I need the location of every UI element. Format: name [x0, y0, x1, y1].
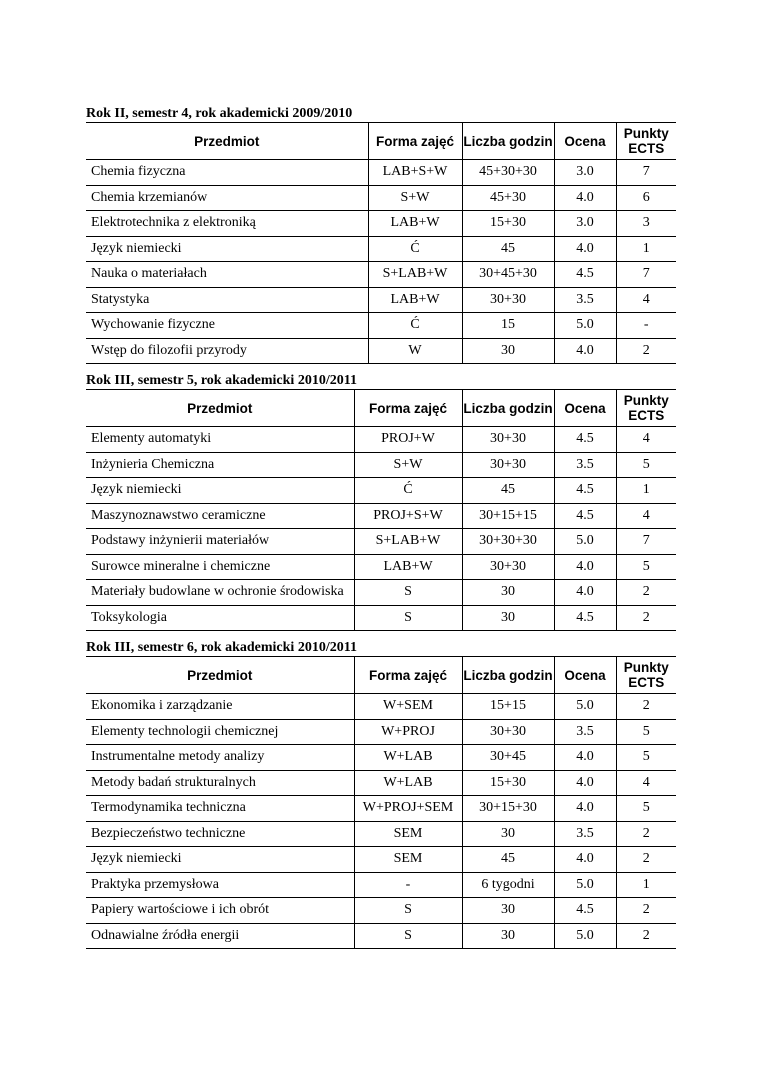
- cell-grade: 3.5: [554, 287, 616, 313]
- cell-hours: 15+30: [462, 211, 554, 237]
- cell-subject: Ekonomika i zarządzanie: [86, 694, 354, 720]
- cell-grade: 3.5: [554, 719, 616, 745]
- table-row: [86, 605, 676, 631]
- header-row: [86, 657, 676, 694]
- cell-ects: 5: [616, 554, 676, 580]
- table-row: [86, 796, 676, 822]
- grades-table: [86, 122, 676, 364]
- cell-grade: 4.0: [554, 847, 616, 873]
- cell-ects: 2: [616, 923, 676, 949]
- cell-form: S+W: [368, 185, 462, 211]
- table-row: [86, 770, 676, 796]
- cell-ects: 5: [616, 719, 676, 745]
- cell-hours: 45+30: [462, 185, 554, 211]
- cell-hours: 30: [462, 605, 554, 631]
- cell-hours: 45+30+30: [462, 160, 554, 186]
- cell-hours: 15+15: [462, 694, 554, 720]
- cell-grade: 3.5: [554, 821, 616, 847]
- cell-ects: 1: [616, 236, 676, 262]
- semester-6-section: [86, 640, 676, 949]
- table-row: [86, 160, 676, 186]
- cell-grade: 5.0: [554, 872, 616, 898]
- cell-hours: 45: [462, 847, 554, 873]
- col-header-grade: Ocena: [554, 390, 616, 427]
- cell-grade: 3.0: [554, 211, 616, 237]
- cell-grade: 4.0: [554, 554, 616, 580]
- cell-hours: 30+45: [462, 745, 554, 771]
- col-header-hours: Liczba godzin: [462, 390, 554, 427]
- cell-hours: 6 tygodni: [462, 872, 554, 898]
- cell-form: LAB+S+W: [368, 160, 462, 186]
- cell-grade: 5.0: [554, 529, 616, 555]
- cell-subject: Termodynamika techniczna: [86, 796, 354, 822]
- cell-grade: 5.0: [554, 313, 616, 339]
- cell-subject: Statystyka: [86, 287, 368, 313]
- cell-form: S+W: [354, 452, 462, 478]
- cell-form: SEM: [354, 821, 462, 847]
- cell-subject: Papiery wartościowe i ich obrót: [86, 898, 354, 924]
- cell-subject: Elementy technologii chemicznej: [86, 719, 354, 745]
- cell-form: S+LAB+W: [368, 262, 462, 288]
- cell-form: S+LAB+W: [354, 529, 462, 555]
- cell-subject: Wstęp do filozofii przyrody: [86, 338, 368, 364]
- cell-hours: 30: [462, 338, 554, 364]
- cell-ects: 3: [616, 211, 676, 237]
- cell-form: SEM: [354, 847, 462, 873]
- cell-subject: Język niemiecki: [86, 478, 354, 504]
- cell-subject: Metody badań strukturalnych: [86, 770, 354, 796]
- cell-ects: 4: [616, 427, 676, 453]
- cell-subject: Elektrotechnika z elektroniką: [86, 211, 368, 237]
- col-header-hours: Liczba godzin: [462, 657, 554, 694]
- cell-ects: 7: [616, 160, 676, 186]
- col-header-form: Forma zajęć: [368, 123, 462, 160]
- table-row: [86, 262, 676, 288]
- table-row: [86, 719, 676, 745]
- header-row: [86, 390, 676, 427]
- cell-grade: 4.0: [554, 796, 616, 822]
- header-row: [86, 123, 676, 160]
- cell-hours: 30+30: [462, 427, 554, 453]
- cell-form: LAB+W: [368, 211, 462, 237]
- cell-grade: 4.5: [554, 605, 616, 631]
- cell-ects: 4: [616, 770, 676, 796]
- table-row: [86, 338, 676, 364]
- cell-ects: 1: [616, 478, 676, 504]
- grades-table: [86, 656, 676, 949]
- cell-form: W+LAB: [354, 745, 462, 771]
- table-row: [86, 554, 676, 580]
- cell-ects: 2: [616, 605, 676, 631]
- cell-ects: 2: [616, 898, 676, 924]
- col-header-subject: Przedmiot: [86, 123, 368, 160]
- cell-form: W+SEM: [354, 694, 462, 720]
- cell-form: S: [354, 923, 462, 949]
- cell-subject: Chemia krzemianów: [86, 185, 368, 211]
- cell-form: LAB+W: [368, 287, 462, 313]
- cell-hours: 30+30+30: [462, 529, 554, 555]
- cell-ects: 5: [616, 452, 676, 478]
- col-header-subject: Przedmiot: [86, 657, 354, 694]
- cell-hours: 30+30: [462, 554, 554, 580]
- table-row: [86, 427, 676, 453]
- cell-ects: 7: [616, 529, 676, 555]
- cell-subject: Elementy automatyki: [86, 427, 354, 453]
- cell-subject: Praktyka przemysłowa: [86, 872, 354, 898]
- semester-4-section: [86, 106, 676, 364]
- cell-hours: 30: [462, 580, 554, 606]
- cell-grade: 4.0: [554, 236, 616, 262]
- cell-subject: Chemia fizyczna: [86, 160, 368, 186]
- cell-form: LAB+W: [354, 554, 462, 580]
- cell-ects: 2: [616, 580, 676, 606]
- cell-ects: 4: [616, 503, 676, 529]
- cell-hours: 45: [462, 236, 554, 262]
- table-row: [86, 236, 676, 262]
- section-title: Rok III, semestr 6, rok akademicki 2010/2011: [86, 640, 357, 655]
- cell-ects: 1: [616, 872, 676, 898]
- table-row: [86, 694, 676, 720]
- cell-form: S: [354, 605, 462, 631]
- cell-ects: 7: [616, 262, 676, 288]
- cell-ects: 2: [616, 694, 676, 720]
- cell-form: -: [354, 872, 462, 898]
- cell-form: W+PROJ: [354, 719, 462, 745]
- cell-grade: 4.0: [554, 580, 616, 606]
- cell-grade: 4.0: [554, 745, 616, 771]
- table-row: [86, 847, 676, 873]
- cell-subject: Materiały budowlane w ochronie środowiska: [86, 580, 354, 606]
- table-row: [86, 503, 676, 529]
- cell-subject: Inżynieria Chemiczna: [86, 452, 354, 478]
- table-row: [86, 580, 676, 606]
- table-row: [86, 211, 676, 237]
- cell-hours: 30+15+15: [462, 503, 554, 529]
- cell-grade: 3.5: [554, 452, 616, 478]
- section-title: Rok II, semestr 4, rok akademicki 2009/2010: [86, 106, 353, 121]
- cell-grade: 4.0: [554, 185, 616, 211]
- table-row: [86, 898, 676, 924]
- cell-form: W+PROJ+SEM: [354, 796, 462, 822]
- cell-form: W: [368, 338, 462, 364]
- cell-form: W+LAB: [354, 770, 462, 796]
- cell-form: S: [354, 580, 462, 606]
- cell-form: Ć: [368, 236, 462, 262]
- cell-hours: 15: [462, 313, 554, 339]
- cell-grade: 5.0: [554, 923, 616, 949]
- cell-grade: 4.5: [554, 427, 616, 453]
- cell-form: S: [354, 898, 462, 924]
- cell-grade: 4.5: [554, 503, 616, 529]
- cell-ects: 2: [616, 821, 676, 847]
- cell-ects: 2: [616, 338, 676, 364]
- cell-subject: Surowce mineralne i chemiczne: [86, 554, 354, 580]
- cell-subject: Język niemiecki: [86, 847, 354, 873]
- table-row: [86, 452, 676, 478]
- table-row: [86, 745, 676, 771]
- col-header-subject: Przedmiot: [86, 390, 354, 427]
- cell-form: Ć: [368, 313, 462, 339]
- cell-grade: 4.5: [554, 262, 616, 288]
- col-header-ects: Punkty ECTS: [616, 123, 676, 160]
- table-row: [86, 313, 676, 339]
- cell-grade: 4.0: [554, 770, 616, 796]
- table-row: [86, 872, 676, 898]
- cell-ects: -: [616, 313, 676, 339]
- table-row: [86, 821, 676, 847]
- col-header-grade: Ocena: [554, 657, 616, 694]
- col-header-ects: Punkty ECTS: [616, 390, 676, 427]
- cell-subject: Bezpieczeństwo techniczne: [86, 821, 354, 847]
- table-row: [86, 529, 676, 555]
- cell-form: PROJ+W: [354, 427, 462, 453]
- cell-subject: Nauka o materiałach: [86, 262, 368, 288]
- col-header-ects: Punkty ECTS: [616, 657, 676, 694]
- cell-hours: 30: [462, 923, 554, 949]
- table-row: [86, 478, 676, 504]
- cell-grade: 4.5: [554, 478, 616, 504]
- cell-subject: Język niemiecki: [86, 236, 368, 262]
- cell-hours: 30+30: [462, 452, 554, 478]
- cell-ects: 6: [616, 185, 676, 211]
- cell-subject: Maszynoznawstwo ceramiczne: [86, 503, 354, 529]
- cell-grade: 3.0: [554, 160, 616, 186]
- cell-hours: 30+30: [462, 719, 554, 745]
- table-row: [86, 185, 676, 211]
- cell-subject: Wychowanie fizyczne: [86, 313, 368, 339]
- cell-subject: Instrumentalne metody analizy: [86, 745, 354, 771]
- col-header-form: Forma zajęć: [354, 390, 462, 427]
- cell-subject: Toksykologia: [86, 605, 354, 631]
- cell-grade: 5.0: [554, 694, 616, 720]
- grades-table: [86, 389, 676, 631]
- cell-ects: 2: [616, 847, 676, 873]
- col-header-hours: Liczba godzin: [462, 123, 554, 160]
- table-row: [86, 287, 676, 313]
- cell-ects: 5: [616, 796, 676, 822]
- section-title: Rok III, semestr 5, rok akademicki 2010/2011: [86, 373, 357, 388]
- cell-subject: Odnawialne źródła energii: [86, 923, 354, 949]
- cell-form: PROJ+S+W: [354, 503, 462, 529]
- col-header-form: Forma zajęć: [354, 657, 462, 694]
- cell-ects: 5: [616, 745, 676, 771]
- cell-hours: 45: [462, 478, 554, 504]
- cell-hours: 30+30: [462, 287, 554, 313]
- cell-hours: 15+30: [462, 770, 554, 796]
- cell-hours: 30: [462, 898, 554, 924]
- cell-hours: 30+45+30: [462, 262, 554, 288]
- semester-5-section: [86, 373, 676, 631]
- cell-hours: 30+15+30: [462, 796, 554, 822]
- table-row: [86, 923, 676, 949]
- cell-grade: 4.0: [554, 338, 616, 364]
- cell-subject: Podstawy inżynierii materiałów: [86, 529, 354, 555]
- cell-hours: 30: [462, 821, 554, 847]
- cell-form: Ć: [354, 478, 462, 504]
- cell-grade: 4.5: [554, 898, 616, 924]
- cell-ects: 4: [616, 287, 676, 313]
- col-header-grade: Ocena: [554, 123, 616, 160]
